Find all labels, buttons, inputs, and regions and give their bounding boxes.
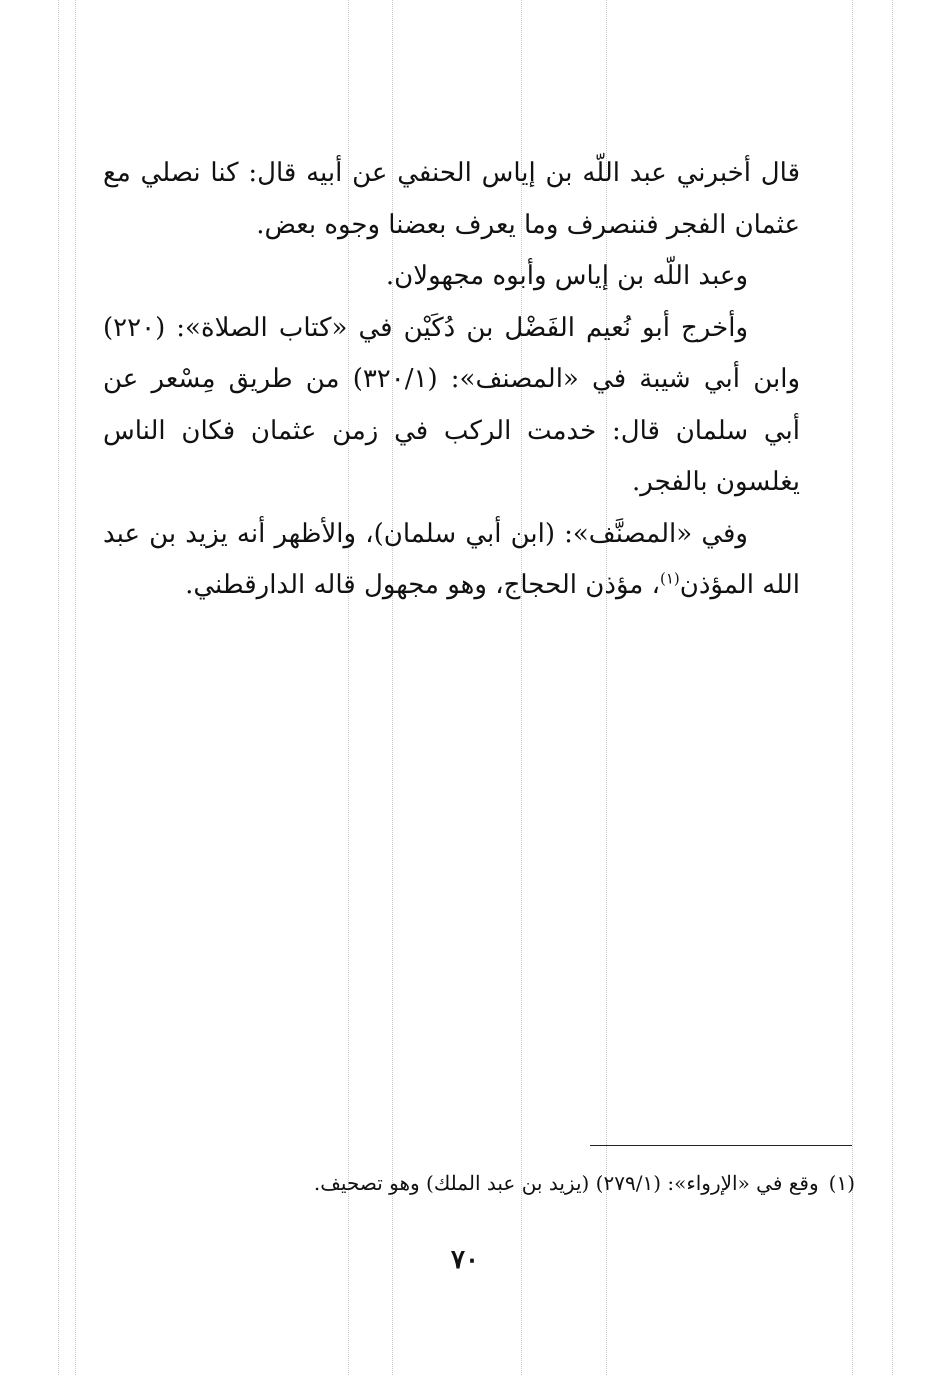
scan-artifact-line [892, 0, 893, 1375]
main-text [103, 148, 800, 612]
paragraph: قال أخبرني عبد اللّه بن إياس الحنفي عن أبيه قال: كنا نصلي مع عثمان الفجر فننصرف وما يعرف بعضنا وجوه بعض. [103, 158, 800, 240]
paragraph-text: وفي «المصنَّف»: (ابن أبي سلمان)، والأظهر أنه يزيد بن عبد الله المؤذن [103, 518, 800, 600]
footnote-text: وقع في «الإرواء»: (٢٧٩/١) (يزيد بن عبد الملك) وهو تصحيف. [313, 1171, 819, 1195]
footnote [150, 1166, 855, 1200]
paragraph-text: ، مؤذن الحجاج، وهو مجهول قاله الدارقطني. [185, 570, 660, 600]
scan-artifact-line [58, 0, 59, 1375]
footnote-reference[interactable]: (١) [659, 569, 680, 588]
page-number: ٧٠ [451, 1245, 479, 1275]
paragraph: وعبد اللّه بن إياس وأبوه مجهولان. [385, 261, 748, 291]
footnote-separator [590, 1145, 852, 1146]
paragraph [103, 509, 800, 612]
paragraph: وأخرج أبو نُعيم الفَضْل بن دُكَيْن في «كتاب الصلاة»: (٢٢٠) وابن أبي شيبة في «المصنف»: (٣٢٠/١) من طريق مِسْعر عن أبي سلمان قال: خدمت الركب في زمن عثمان فكان الناس يغلسون بالفجر. [103, 312, 800, 497]
footnote-number: (١) [828, 1171, 855, 1195]
scan-artifact-line [75, 0, 76, 1375]
